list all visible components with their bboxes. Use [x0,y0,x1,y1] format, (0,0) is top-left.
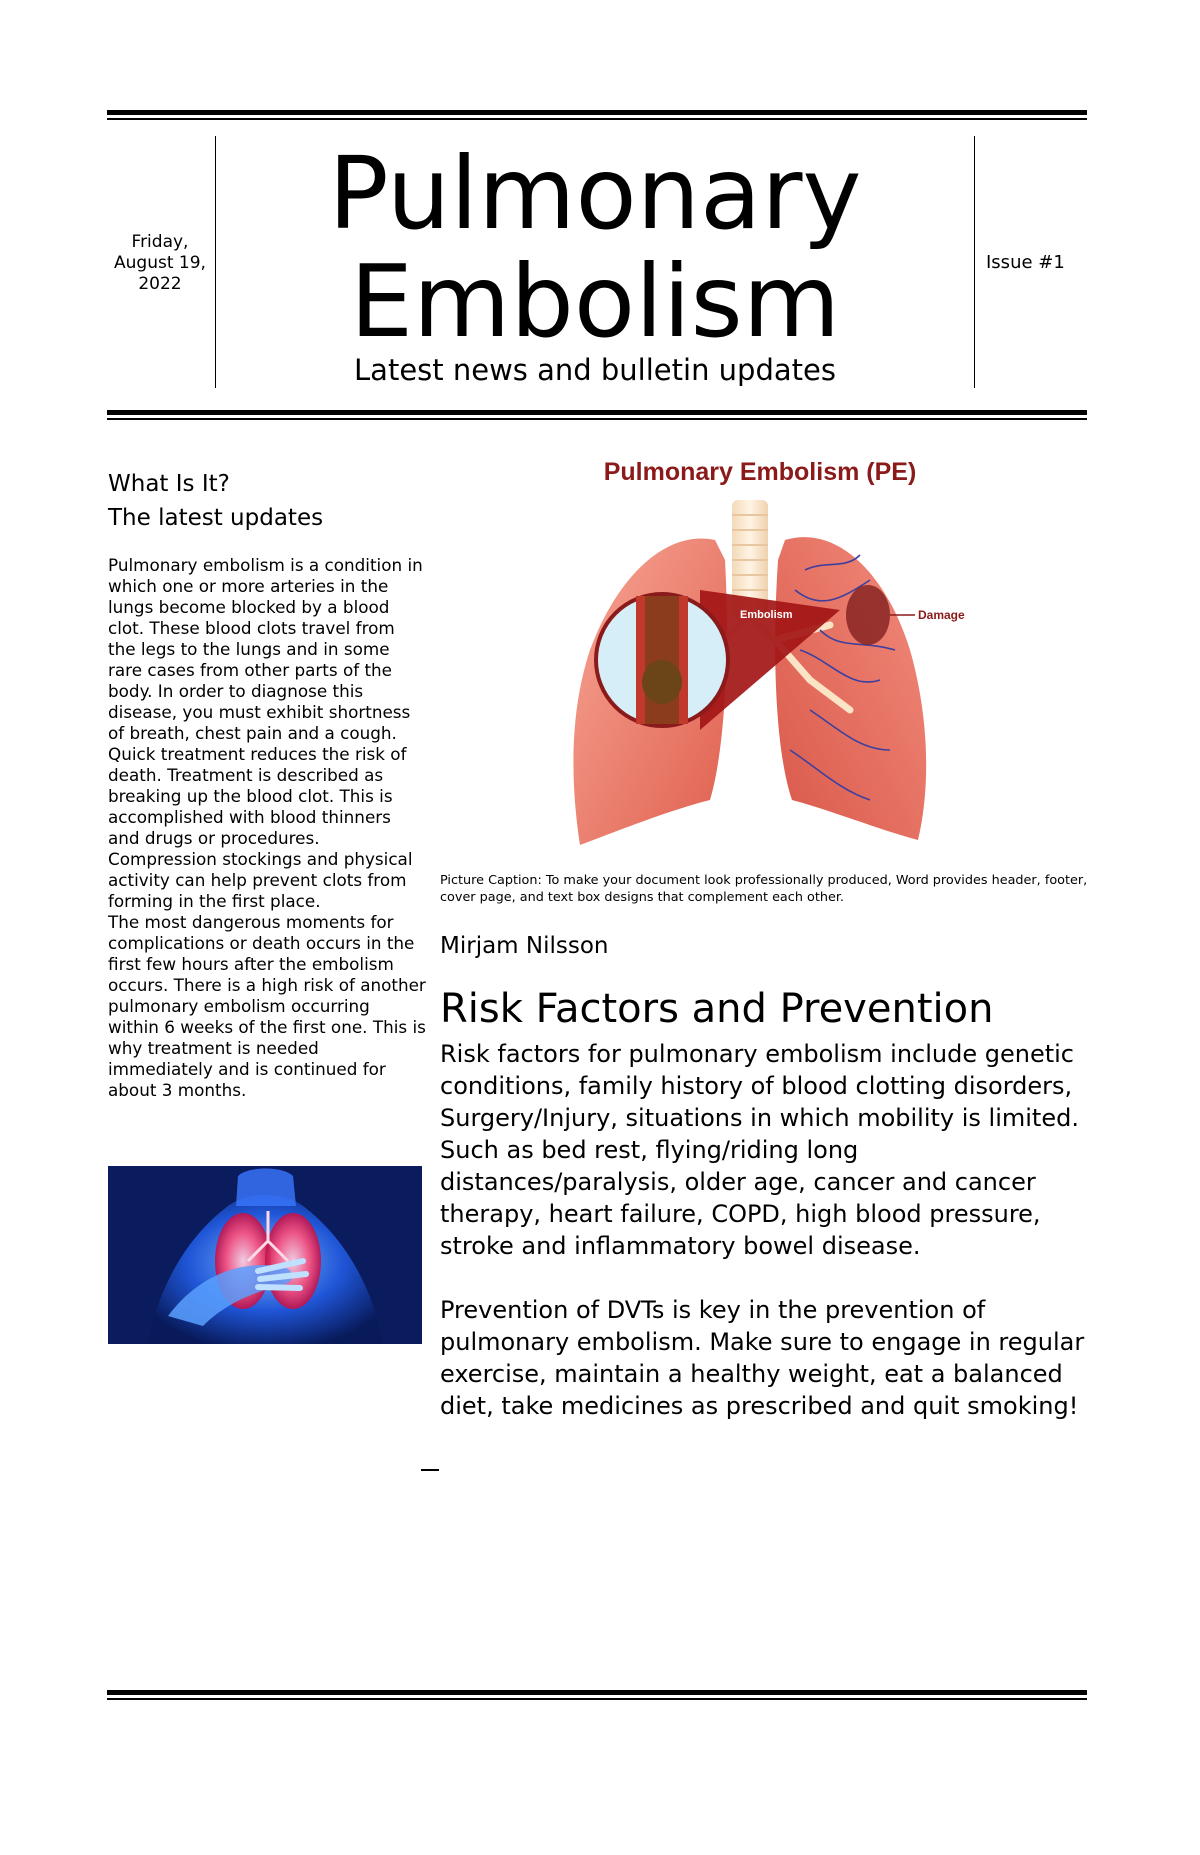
blood-clot [642,660,682,704]
right-lung [775,537,926,840]
bottom-rule-thin [107,1698,1087,1700]
title-line-1: Pulmonary [328,135,862,252]
left-heading-line-1: What Is It? [108,471,230,497]
left-column [108,467,426,1101]
top-rule-thick [107,110,1087,115]
figure-caption: Picture Caption: To make your document look professionally produced, Word provides header, footer, cover page, and text box designs that complement each other. [440,873,1088,905]
article-paragraph-2: Prevention of DVTs is key in the prevention of pulmonary embolism. Make sure to engage in regular exercise, maintain a healthy weight, eat a balanced diet, take medicines as prescribed and quit smoking! [440,1296,1085,1420]
article-author: Mirjam Nilsson [440,933,609,959]
masthead-bottom-rule-thick [107,410,1087,415]
left-heading-line-2: The latest updates [108,505,324,531]
left-heading [108,467,426,535]
masthead-bottom-rule-thin [107,418,1087,420]
masthead-divider-right [974,136,975,388]
issue-number: Issue #1 [986,252,1065,273]
left-paragraph-1: Pulmonary embolism is a condition in which one or more arteries in the lungs become blocked by a blood clot. These blood clots travel from the legs to the lungs and in some rare cases from other parts of the body. In order to diagnose this disease, you must exhibit shortness of breath, chest pain and a cough. Quick treatment reduces the risk of death. Treatment is described as breaking up the blood clot. This is accomplished with blood thinners and drugs or procedures. Compression stockings and physical activity can help prevent clots from forming in the first place. [108,555,423,911]
chest-pain-illustration [108,1166,422,1344]
issue-date: Friday, August 19, 2022 [114,232,206,294]
damage-area [846,585,890,645]
newsletter-subtitle: Latest news and bulletin updates [354,353,836,387]
embolism-label: Embolism [740,609,793,621]
article-paragraph-1: Risk factors for pulmonary embolism include genetic conditions, family history of blood clotting disorders, Surgery/Injury, situations in which mobility is limited. Such as bed rest, flying/riding long distances/paralysis, older age, cancer and cancer therapy, heart failure, COPD, high blood pressure, stroke and inflammatory bowel disease. [440,1040,1079,1260]
top-rule-thin [107,118,1087,120]
damage-label: Damage [918,608,965,622]
left-paragraph-2: The most dangerous moments for complications or death occurs in the first few hours after the embolism occurs. There is a high risk of another pulmonary embolism occurring within 6 weeks of the first one. This is why treatment is needed immediately and is continued for about 3 months. [108,912,426,1100]
article-body [440,1038,1090,1422]
bottom-rule-thick [107,1690,1087,1695]
figure-title: Pulmonary Embolism (PE) [603,458,917,486]
left-body [108,555,426,1101]
article-heading: Risk Factors and Prevention [440,986,994,1032]
title-line-2: Embolism [349,243,841,360]
newsletter-title [216,135,974,360]
pe-lungs-figure [440,450,1080,860]
text-cursor-dash [421,1469,439,1471]
